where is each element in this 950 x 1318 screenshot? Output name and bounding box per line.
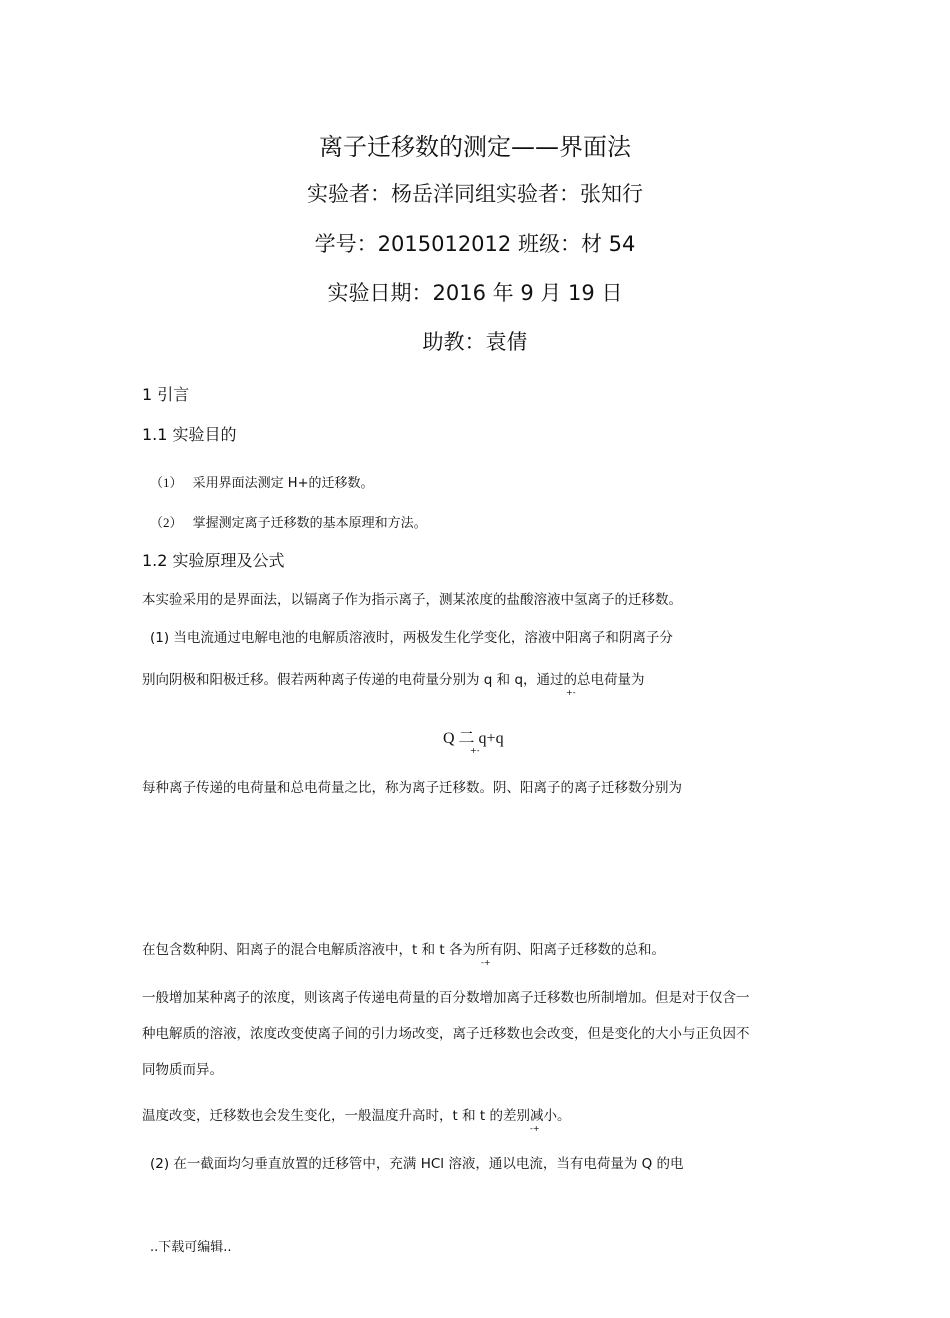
purpose-item-number: （2） xyxy=(150,515,183,530)
principle-heading: 1.2 实验原理及公式 xyxy=(142,551,285,570)
purpose-item-number: （1） xyxy=(150,475,183,490)
intro-heading: 1 引言 xyxy=(142,385,190,404)
formula: Q 二 q+q xyxy=(443,730,504,747)
subscript-label: +- xyxy=(566,688,576,697)
footer-note: ..下载可编辑.. xyxy=(150,1240,232,1255)
subscript-label: -+ xyxy=(530,1124,540,1133)
date-line: 实验日期：2016 年 9 月 19 日 xyxy=(327,281,623,305)
paragraph-line: (2) 在一截面均匀垂直放置的迁移管中，充满 HCl 溶液，通以电流，当有电荷量为 Q 的电 xyxy=(150,1156,684,1172)
paragraph-line: 别向阴极和阳极迁移。假若两种离子传递的电荷量分别为 q 和 q，通过的总电荷量为 xyxy=(142,672,645,688)
purpose-item xyxy=(150,472,373,491)
paragraph-line: (1) 当电流通过电解电池的电解质溶液时，两极发生化学变化，溶液中阳离子和阴离子分 xyxy=(150,630,673,646)
purpose-heading: 1.1 实验目的 xyxy=(142,425,237,444)
paragraph-line: 种电解质的溶液，浓度改变使离子间的引力场改变，离子迁移数也会改变，但是变化的大小与正负因不 xyxy=(142,1026,750,1042)
assistant-line: 助教：袁倩 xyxy=(422,330,528,354)
paragraph-line: 温度改变，迁移数也会发生变化，一般温度升高时，t 和 t 的差别减小。 xyxy=(142,1108,571,1124)
purpose-item-text: 采用界面法测定 H+的迁移数。 xyxy=(192,476,374,491)
paragraph-line: 同物质而异。 xyxy=(142,1062,223,1078)
paragraph-intro: 本实验采用的是界面法，以镉离子作为指示离子，测某浓度的盐酸溶液中氢离子的迁移数。 xyxy=(142,592,682,608)
purpose-item xyxy=(150,512,427,531)
paragraph-line: 一般增加某种离子的浓度，则该离子传递电荷量的百分数增加离子迁移数也所制增加。但是对于仅含一 xyxy=(142,990,750,1006)
purpose-item-text: 掌握测定离子迁移数的基本原理和方法。 xyxy=(192,516,427,531)
formula-subscript: +- xyxy=(470,746,480,755)
experimenters-line: 实验者：杨岳洋同组实验者：张知行 xyxy=(307,182,643,206)
paragraph-line: 每种离子传递的电荷量和总电荷量之比，称为离子迁移数。阴、阳离子的离子迁移数分别为 xyxy=(142,780,682,796)
student-info-line: 学号：2015012012 班级：材 54 xyxy=(314,232,636,256)
page-title: 离子迁移数的测定——界面法 xyxy=(319,133,631,161)
subscript-label: -+ xyxy=(481,958,491,967)
paragraph-line: 在包含数种阴、阳离子的混合电解质溶液中，t 和 t 各为所有阴、阳离子迁移数的总和。 xyxy=(142,942,665,958)
